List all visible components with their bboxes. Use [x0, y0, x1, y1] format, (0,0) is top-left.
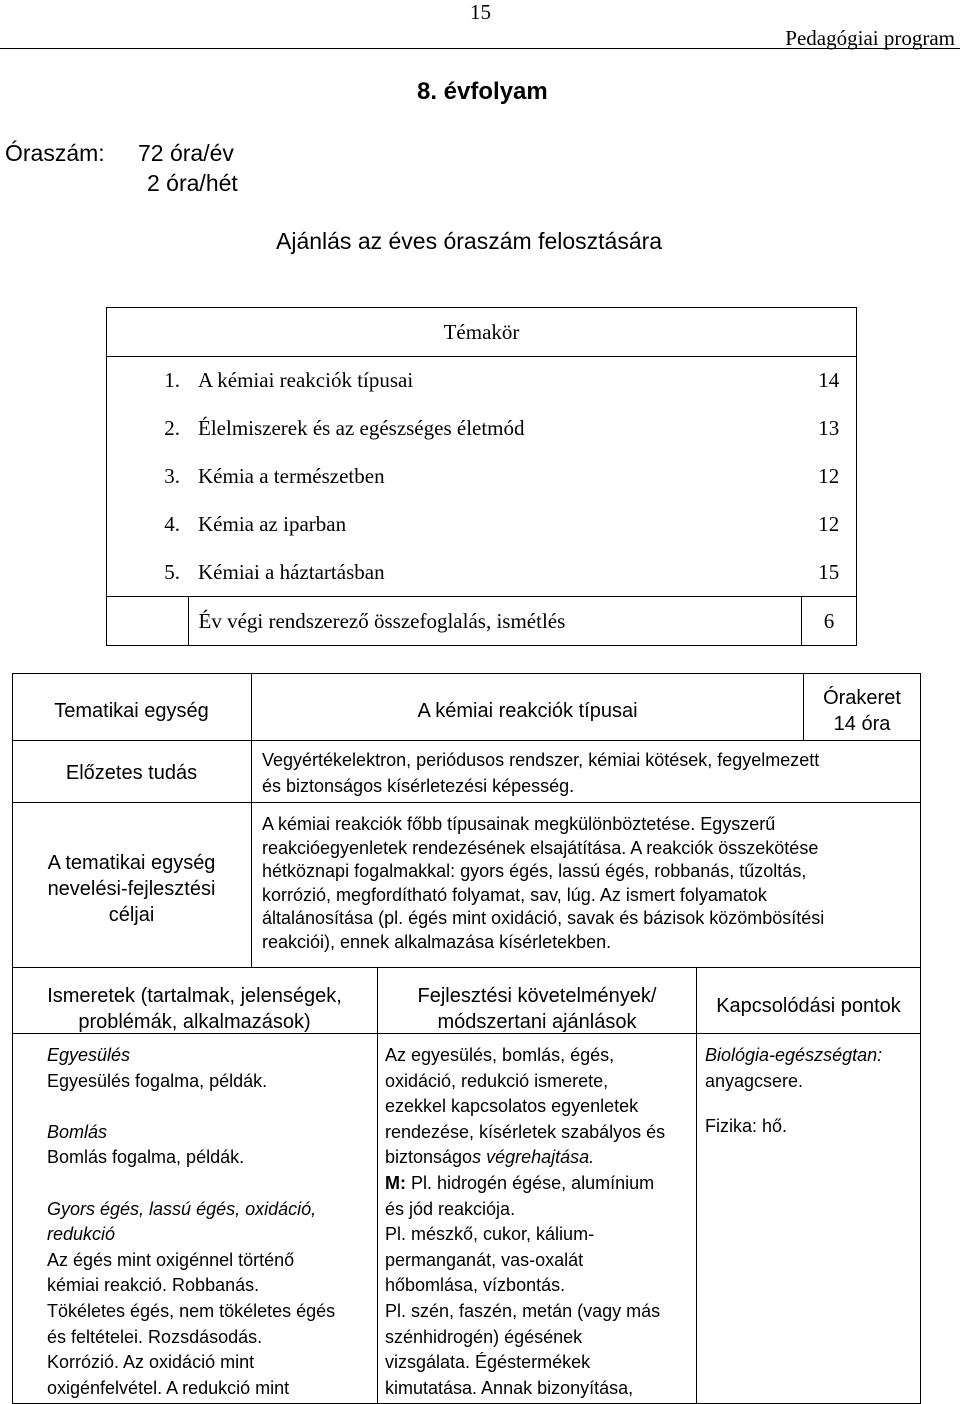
prior-knowledge-label: Előzetes tudás	[65, 762, 198, 784]
text-line: Bomlás fogalma, példák.	[47, 1147, 245, 1168]
topic-name: Kémia az iparban	[198, 512, 347, 536]
topic-hours: 13	[802, 405, 857, 453]
table-row	[107, 308, 857, 357]
goals-text	[262, 813, 912, 954]
text-line: oxigénfelvétel. A redukció mint	[47, 1377, 290, 1398]
text-line: Egyesülés fogalma, példák.	[47, 1070, 268, 1091]
unit-border-right	[920, 673, 921, 1404]
topic-hours: 14	[802, 357, 857, 405]
hours-per-year: 72 óra/év	[138, 140, 234, 166]
header-line: Fejlesztési követelmények/	[417, 985, 657, 1007]
grade-heading: 8. évfolyam	[417, 78, 548, 105]
header-line: problémák, alkalmazások)	[78, 1011, 311, 1033]
topic-number: 3.	[107, 453, 189, 501]
col-knowledge-header	[12, 983, 377, 1035]
topics-header: Témakör	[107, 308, 857, 357]
goals-label-line: A tematikai egység	[47, 852, 216, 874]
text-line: korrózió, megfordítható folyamat, sav, lúg. Az ismert folyamatok	[262, 884, 767, 905]
text-line: Pl. mészkő, cukor, kálium-	[385, 1224, 595, 1245]
summary-spacer	[107, 597, 189, 646]
table-row	[107, 549, 857, 597]
col-connections-header: Kapcsolódási pontok	[716, 995, 901, 1017]
topic-hours: 12	[802, 501, 857, 549]
table-row	[107, 501, 857, 549]
physics-connection: Fizika: hő.	[705, 1116, 788, 1137]
table-row	[107, 597, 857, 646]
summary-name: Év végi rendszerező összefoglalás, ismétlés	[188, 597, 802, 646]
unit-col-divider	[696, 967, 697, 1404]
hours-frame-value: 14 óra	[833, 713, 891, 735]
method-label: M:	[385, 1172, 406, 1193]
text-line: kémiai reakció. Robbanás.	[47, 1275, 260, 1296]
text-line: hőbomlása, vízbontás.	[385, 1275, 566, 1296]
text-line: általánosítása (pl. égés mint oxidáció, savak és bázisok közömbösítési	[262, 908, 825, 928]
text-line: kimutatása. Annak bizonyítása,	[385, 1377, 634, 1398]
hours-label: Óraszám:	[5, 140, 105, 166]
table-row	[107, 357, 857, 405]
text-line: és feltételei. Rozsdásodás.	[47, 1326, 263, 1347]
subsection-title: redukció	[47, 1224, 116, 1245]
prior-knowledge-text	[262, 748, 912, 799]
hours-frame-label: Órakeret	[823, 687, 901, 709]
topic-number: 5.	[107, 549, 189, 597]
goals-label-line: céljai	[108, 904, 155, 926]
text-line: reakciói), ennek alkalmazása kísérletekben.	[262, 931, 612, 952]
text-line: vizsgálata. Égéstermékek	[385, 1352, 591, 1373]
goals-label	[12, 850, 251, 928]
text-line: Az egyesülés, bomlás, égés,	[385, 1045, 615, 1065]
text-line: A kémiai reakciók főbb típusainak megkülönböztetése. Egyszerű	[262, 814, 776, 834]
text-line: Az égés mint oxigénnel történő	[47, 1249, 295, 1270]
text-line: Pl. szén, faszén, metán (vagy más	[385, 1300, 661, 1321]
text-fragment: Pl. hidrogén égése, alumínium	[406, 1172, 655, 1193]
text-line	[385, 1145, 695, 1171]
topic-number: 1.	[107, 357, 189, 405]
subsection-title: Egyesülés	[47, 1045, 131, 1065]
document-title: Pedagógiai program	[785, 26, 955, 50]
topics-table	[106, 307, 857, 646]
thematic-unit-value: A kémiai reakciók típusai	[417, 700, 638, 722]
subsection-title: Gyors égés, lassú égés, oxidáció,	[47, 1198, 317, 1219]
text-line: Tökéletes égés, nem tökéletes égés	[47, 1300, 336, 1321]
text-line: oxidáció, redukció ismerete,	[385, 1070, 609, 1091]
text-fragment: s végrehajtása.	[472, 1147, 595, 1168]
topic-hours: 12	[802, 453, 857, 501]
header-line: Ismeretek (tartalmak, jelenségek,	[47, 985, 342, 1007]
goals-label-line: nevelési-fejlesztési	[47, 878, 216, 900]
topic-hours: 15	[802, 549, 857, 597]
text-line: Korrózió. Az oxidáció mint	[47, 1352, 255, 1373]
unit-row-divider	[12, 802, 921, 803]
requirements-column	[385, 1043, 695, 1401]
header-divider	[0, 48, 960, 49]
text-fragment: biztonságo	[385, 1147, 473, 1168]
biology-value: anyagcsere.	[705, 1070, 804, 1091]
subsection-title: Bomlás	[47, 1121, 108, 1142]
page-number: 15	[470, 0, 491, 24]
recommendation-title: Ajánlás az éves óraszám felosztására	[276, 228, 663, 254]
text-line: ezekkel kapcsolatos egyenletek	[385, 1096, 639, 1117]
topic-number: 2.	[107, 405, 189, 453]
hours-per-week: 2 óra/hét	[147, 170, 238, 196]
header-line: módszertani ajánlások	[437, 1011, 637, 1033]
thematic-unit-label: Tematikai egység	[54, 700, 209, 722]
topic-name: Kémiai a háztartásban	[198, 559, 385, 584]
table-row	[107, 405, 857, 453]
text-line: és biztonságos kísérletezési képesség.	[262, 775, 575, 796]
text-line: reakcióegyenletek rendezésének elsajátítása. A reakciók összekötése	[262, 837, 819, 858]
unit-row-divider	[12, 740, 921, 741]
topic-name: Élelmiszerek és az egészséges életmód	[198, 416, 525, 440]
text-line: szénhidrogén) égésének	[385, 1326, 583, 1347]
col-requirements-header	[378, 983, 696, 1035]
topic-name: Kémia a természetben	[198, 464, 385, 488]
unit-row-divider	[12, 967, 921, 968]
text-line: rendezése, kísérletek szabályos és	[385, 1121, 666, 1142]
text-line	[385, 1171, 695, 1197]
knowledge-column	[47, 1043, 375, 1401]
summary-hours: 6	[802, 597, 857, 646]
table-row	[107, 453, 857, 501]
topic-number: 4.	[107, 501, 189, 549]
text-line: hétköznapi fogalmakkal: gyors égés, lassú égés, robbanás, tűzoltás,	[262, 861, 807, 881]
unit-border-top	[12, 673, 921, 674]
text-line: és jód reakciója.	[385, 1198, 516, 1219]
connections-column	[705, 1043, 917, 1140]
biology-label: Biológia-egészségtan:	[705, 1045, 883, 1065]
text-line: permanganát, vas-oxalát	[385, 1249, 584, 1270]
topic-name: A kémiai reakciók típusai	[198, 368, 414, 393]
text-line: Vegyértékelektron, periódusos rendszer, kémiai kötések, fegyelmezett	[262, 750, 820, 770]
